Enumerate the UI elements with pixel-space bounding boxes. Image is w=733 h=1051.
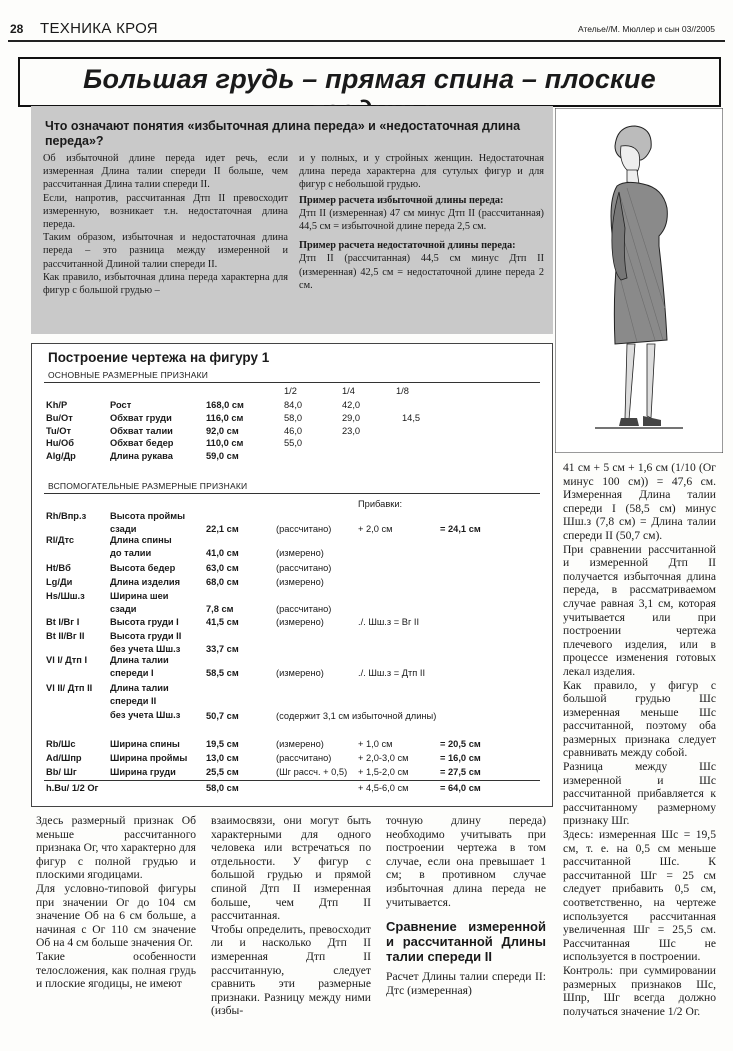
aux-value: 7,8 см — [206, 604, 234, 615]
aux-name: Высота груди II — [110, 631, 182, 641]
paragraph: 41 см + 5 см + 1,6 см (1/10 (Ог минус 100 см)) = 47,6 см. Измеренная Длина талии спереди I (58,5 см) минус Шш.з (7,8 см) = Длина талии спереди II (50,7 см). — [563, 461, 716, 542]
half-value: 84,0 — [284, 400, 303, 410]
subheading: Сравнение измеренной и рассчитанной Длины талии спереди II — [386, 919, 546, 965]
aux-value: 33,7 см — [206, 644, 239, 655]
aux-note: (измерено) — [276, 617, 324, 627]
bottom-column-2 — [211, 814, 371, 1018]
example-title: Пример расчета избыточной длины переда: — [299, 194, 504, 206]
aux-code: Rb/Шс — [46, 739, 76, 749]
paragraph: Здесь размерный признак Об меньше рассчитанного признака Ог, что характерно для фигур с полной грудью и плоскими ягодицами. — [36, 814, 196, 882]
paragraph: Расчет Длины талии спереди II: Дтс (измеренная) — [386, 970, 546, 997]
bottom-column-1 — [36, 814, 196, 991]
aux-result: = 24,1 см — [440, 524, 481, 535]
size-name: Обхват талии — [110, 425, 173, 436]
aux-value: 13,0 см — [206, 753, 239, 763]
info-paragraph: Таким образом, избыточная и недостаточная длина переда – это разница между измеренной и рассчитанной Длиной талии спереди II. — [43, 232, 288, 270]
aux-value: 63,0 см — [206, 563, 239, 573]
aux-name: до талии — [110, 548, 152, 559]
paragraph: Как правило, у фигур с большой грудью Шс измеренная меньше Шс рассчитанной, поэтому оба размерных признака следует сравнивать между собой. — [563, 678, 716, 760]
aux-code: Rl/Дтс — [46, 535, 75, 545]
aux-extra: + 2,0 см — [358, 524, 393, 535]
half-value: 58,0 — [284, 412, 303, 423]
aux-code: Lg/Ди — [46, 577, 73, 587]
aux-value: 41,5 см — [206, 617, 239, 627]
size-name: Рост — [110, 400, 132, 410]
aux-name: спереди I — [110, 668, 154, 679]
aux-name: Высота проймы — [110, 511, 186, 521]
total-extra: + 4,5-6,0 см — [358, 783, 409, 793]
aux-note: (измерено) — [276, 739, 324, 749]
article-title: Большая грудь – прямая спина – плоские — [83, 64, 656, 94]
quarter-value: 42,0 — [342, 400, 361, 410]
info-paragraph: Об избыточной длине переда идет речь, если измеренная Длина талии спереди II больше, чем рассчитанная Длина талии спереди II. — [43, 153, 288, 191]
aux-result: = 16,0 см — [440, 753, 481, 763]
aux-note: (измерено) — [276, 668, 324, 679]
aux-name: Длина талии — [110, 655, 169, 665]
size-name: Обхват груди — [110, 412, 172, 423]
aux-code: Vl II/ Дтп II — [46, 683, 93, 693]
aux-name: Длина спины — [110, 535, 172, 545]
aux-note: (измерено) — [276, 548, 324, 559]
eighth-value: 14,5 — [402, 412, 421, 423]
table-rule — [44, 493, 540, 494]
size-code: Bu/От — [46, 412, 73, 423]
aux-name: Ширина груди — [110, 767, 176, 777]
aux-extra: + 1,5-2,0 см — [358, 767, 409, 777]
quarter-value: 23,0 — [342, 425, 361, 436]
aux-value: 22,1 см — [206, 524, 239, 535]
header-rule — [8, 40, 725, 42]
aux-code: Ad/Шпр — [46, 753, 82, 763]
example-title: Пример расчета недостаточной длины переда: — [299, 240, 516, 252]
aux-code: Bt II/Вг II — [46, 631, 85, 641]
paragraph: При сравнении рассчитанной и измеренной Дтп II получается избыточная длина переда, в рассматриваемом случае равная 3,1 см, которая учитывается или при построении чертежа плечевого изделия, или в процессе изменения готовых лекал изделия. — [563, 542, 716, 678]
aux-name: Длина талии — [110, 683, 169, 693]
aux-code: Ht/Вб — [46, 563, 71, 573]
source-credit: Ателье//М. Мюллер и сын 03//2005 — [578, 24, 715, 34]
aux-name: Ширина шеи — [110, 591, 169, 601]
half-value: 46,0 — [284, 425, 303, 436]
aux-code: Rh/Впр.з — [46, 511, 87, 521]
aux-note: (рассчитано) — [276, 753, 332, 763]
table-rule — [44, 780, 540, 781]
size-value: 92,0 см — [206, 425, 239, 436]
aux-heading: ВСПОМОГАТЕЛЬНЫЕ РАЗМЕРНЫЕ ПРИЗНАКИ — [48, 481, 248, 491]
info-question: Что означают понятия «избыточная длина переда» и «недостаточная длина переда»? — [45, 119, 521, 148]
total-value: 58,0 см — [206, 783, 239, 793]
aux-extra: + 1,0 см — [358, 739, 393, 749]
aux-name: без учета Шш.з — [110, 644, 181, 655]
fraction-header: 1/4 — [342, 386, 355, 396]
paragraph: Такие особенности телосложения, как полная грудь и плоские ягодицы, не имеют — [36, 949, 196, 991]
aux-code: Hs/Шш.з — [46, 591, 85, 601]
aux-code: Vl I/ Дтп I — [46, 655, 88, 665]
paragraph: Контроль: при суммировании размерных признаков Шс, Шпр, Шг всегда должно получаться значение 1/2 Ог. — [563, 963, 716, 1018]
size-code: Hu/Об — [46, 438, 74, 449]
paragraph: Разница между Шс измеренной и Шс рассчитанной прибавляется к рассчитанному размерному признаку Шг. — [563, 760, 716, 828]
aux-code: Bb/ Шг — [46, 767, 77, 777]
half-value: 55,0 — [284, 438, 303, 449]
construction-table — [31, 343, 553, 807]
fraction-header: 1/8 — [396, 386, 409, 396]
aux-value: 68,0 см — [206, 577, 239, 587]
size-value: 116,0 см — [206, 412, 244, 423]
aux-note: (Шг рассч. + 0,5) — [276, 767, 348, 777]
size-value: 110,0 см — [206, 438, 244, 449]
total-result: = 64,0 см — [440, 783, 481, 793]
aux-name: спереди II — [110, 696, 157, 707]
paragraph: Здесь: измеренная Шс = 19,5 см, т. е. на 0,5 см меньше рассчитанной Шс. К рассчитанной Шг = 25 см следует прибавить 0,5 см, соответственно, на чертеже используется рассчитанная увеличенная Шг = 25,5 см. Рассчитанная Шс не используется в построении. — [563, 828, 716, 964]
aux-name: сзади — [110, 524, 137, 535]
paragraph: точную длину переда) необходимо учитывать при построении чертежа в том случае, если она превышает 1 см; в противном случае избыточная длина переда не учитывается. — [386, 814, 546, 909]
aux-name: Ширина спины — [110, 739, 180, 749]
aux-result: = 20,5 см — [440, 739, 481, 749]
aux-name: без учета Шш.з — [110, 709, 181, 720]
size-code: Kh/Р — [46, 400, 68, 410]
aux-note: (рассчитано) — [276, 524, 332, 535]
aux-value: 58,5 см — [206, 668, 239, 679]
aux-value: 50,7 см — [206, 711, 239, 721]
paragraph: Для условно-типовой фигуры при значении Ог до 104 см значение Об на 6 см больше, а начиная с Ог 110 см значение Об на 4 см больше значения Ог. — [36, 881, 196, 950]
paragraph: взаимосвязи, они могут быть характерными для одного человека или встречаться по отдельности. У фигур с большой грудью и прямой спиной Дтп II измеренная больше, чем Дтп II рассчитанная. — [211, 814, 371, 923]
title-box — [18, 57, 721, 107]
page-number: 28 — [10, 22, 24, 36]
info-left-column — [43, 152, 288, 297]
table-title: Построение чертежа на фигуру 1 — [48, 350, 270, 365]
main-heading: ОСНОВНЫЕ РАЗМЕРНЫЕ ПРИЗНАКИ — [48, 370, 209, 380]
aux-note: (измерено) — [276, 577, 324, 587]
info-box — [31, 106, 553, 334]
size-name: Обхват бедер — [110, 438, 174, 449]
size-code: Alg/Др — [46, 451, 76, 462]
size-name: Длина рукава — [110, 451, 173, 462]
paragraph: Чтобы определить, превосходит ли и насколько Дтп II измеренная Дтп II рассчитанную, следует сравнить эти размерные признаки. Разницу между ними (избы- — [211, 922, 371, 1018]
right-column — [563, 461, 716, 1018]
aux-name: Высота груди I — [110, 617, 179, 627]
info-paragraph: Как правило, избыточная длина переда характерна для фигур с большой грудью – — [43, 271, 288, 297]
aux-name: Ширина проймы — [110, 753, 188, 763]
aux-note: (рассчитано) — [276, 563, 332, 573]
aux-name: Длина изделия — [110, 577, 181, 587]
bottom-column-3 — [386, 814, 546, 997]
figure-illustration — [555, 108, 723, 453]
quarter-value: 29,0 — [342, 412, 361, 423]
aux-note: (содержит 3,1 см избыточной длины) — [276, 711, 437, 721]
aux-value: 19,5 см — [206, 739, 239, 749]
aux-name: Высота бедер — [110, 563, 176, 573]
aux-note: (рассчитано) — [276, 604, 332, 615]
aux-extra: ./. Шш.з = Вг II — [358, 617, 420, 627]
aux-value: 41,0 см — [206, 548, 239, 559]
info-paragraph: Если, напротив, рассчитанная Дтп II превосходит измеренную, возникает т.н. недостаточная длина переда. — [43, 192, 288, 231]
info-right-column — [299, 152, 544, 292]
size-value: 168,0 см — [206, 400, 244, 410]
increments-label: Прибавки: — [358, 499, 403, 509]
aux-value: 25,5 см — [206, 767, 239, 777]
aux-result: = 27,5 см — [440, 767, 481, 777]
info-paragraph: и у полных, и у стройных женщин. Недостаточная длина переда характерна для сутулых фигур и для фигур с небольшой грудью. — [299, 153, 544, 191]
size-code: Tu/От — [46, 425, 72, 436]
aux-extra: + 2,0-3,0 см — [358, 753, 409, 763]
example-text: Дтп II (измеренная) 47 см минус Дтп II (рассчитанная) 44,5 см = избыточной длине переда 2,5 см. — [299, 207, 544, 233]
size-value: 59,0 см — [206, 451, 239, 462]
table-rule — [44, 382, 540, 383]
section-title: ТЕХНИКА КРОЯ — [40, 20, 158, 37]
aux-code: Bt I/Вг I — [46, 617, 80, 627]
aux-name: сзади — [110, 604, 137, 615]
total-code: h.Bu/ 1/2 Ог — [46, 783, 99, 793]
aux-extra: ./. Шш.з = Дтп II — [358, 668, 426, 679]
example-text: Дтп II (рассчитанная) 44,5 см минус Дтп II (измеренная) 42,5 см = недостаточной длине переда 2 см. — [299, 253, 544, 291]
fraction-header: 1/2 — [284, 386, 297, 396]
